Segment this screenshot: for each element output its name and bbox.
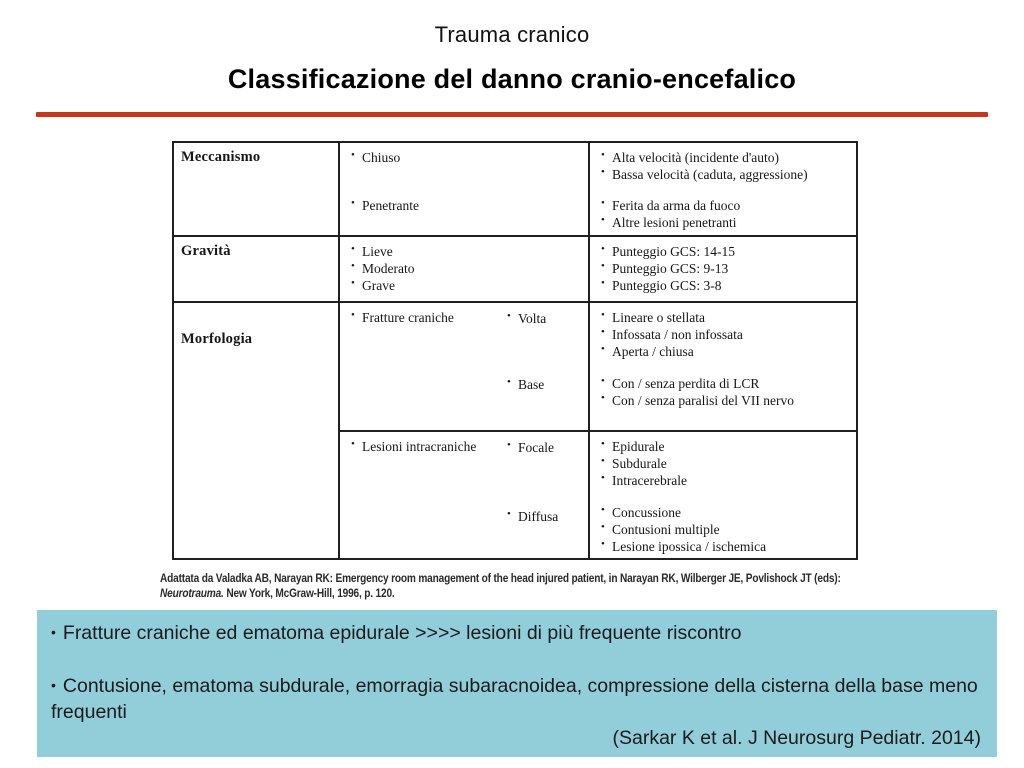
table-citation <box>160 572 899 601</box>
cell-gravita-details <box>590 237 856 303</box>
bullet-item: • Diffusa <box>506 508 558 525</box>
bullet-item: • Punteggio GCS: 9-13 <box>600 260 850 277</box>
note-bullet-1: • Fratture craniche ed ematoma epidurale >>>> lesioni di più frequente riscontro <box>51 619 981 646</box>
bullet-item: • Base <box>506 376 544 393</box>
citation-book-title: Neurotrauma. <box>160 587 224 600</box>
bullet-item: • Intracerebrale <box>600 472 850 489</box>
bullet-item: • Contusioni multiple <box>600 521 850 538</box>
bullet-item: • Lesione ipossica / ischemica <box>600 538 850 555</box>
cell-fratture-craniche <box>340 303 590 432</box>
bullet-item: • Con / senza paralisi del VII nervo <box>600 392 850 409</box>
citation-line1: Adattata da Valadka AB, Narayan RK: Emergency room management of the head injured patient, in Narayan RK, Wilberger JE, Povlishock JT (eds): <box>160 573 841 585</box>
title-divider <box>36 112 988 117</box>
row-label-meccanismo: Meccanismo <box>174 143 340 237</box>
bullet-item: • Altre lesioni penetranti <box>600 214 850 231</box>
classification-table <box>172 141 858 560</box>
bullet-item: • Epidurale <box>600 438 850 455</box>
cell-meccanismo-types <box>340 143 590 237</box>
bullet-item: • Aperta / chiusa <box>600 343 850 360</box>
bullet-item: • Chiuso <box>350 149 582 166</box>
cell-lesioni-intracraniche <box>340 432 590 558</box>
bullet-item: • Punteggio GCS: 3-8 <box>600 277 850 294</box>
bullet-item: • Alta velocità (incidente d'auto) <box>600 149 850 166</box>
bullet-item: • Subdurale <box>600 455 850 472</box>
bullet-item: • Penetrante <box>350 197 582 214</box>
bullet-item: • Infossata / non infossata <box>600 326 850 343</box>
bullet-item: • Punteggio GCS: 14-15 <box>600 243 850 260</box>
bullet-item: • Ferita da arma da fuoco <box>600 197 850 214</box>
slide-subtitle: Classificazione del danno cranio-encefalico <box>227 64 797 94</box>
page-title: Trauma cranico <box>434 22 590 47</box>
citation-rest: New York, McGraw-Hill, 1996, p. 120. <box>223 587 395 600</box>
bullet-item: • Lesioni intracraniche <box>350 438 582 455</box>
note-citation: (Sarkar K et al. J Neurosurg Pediatr. 2014) <box>612 727 981 749</box>
cell-gravita-types <box>340 237 590 303</box>
cell-lesioni-details <box>590 432 856 558</box>
bullet-item: • Grave <box>350 277 582 294</box>
bullet-item: • Focale <box>506 439 554 456</box>
bullet-item: • Volta <box>506 310 546 327</box>
notes-box <box>37 610 997 757</box>
cell-meccanismo-details <box>590 143 856 237</box>
bullet-item: • Bassa velocità (caduta, aggressione) <box>600 166 850 183</box>
row-label-morfologia: Morfologia <box>174 303 340 558</box>
bullet-item: • Moderato <box>350 260 582 277</box>
bullet-item: • Lieve <box>350 243 582 260</box>
row-label-gravita: Gravità <box>174 237 340 303</box>
cell-fratture-details <box>590 303 856 432</box>
bullet-item: • Concussione <box>600 504 850 521</box>
note-bullet-2: • Contusione, ematoma subdurale, emorragia subaracnoidea, compressione della cisterna della base meno frequenti <box>51 672 981 725</box>
bullet-item: • Fratture craniche <box>350 309 582 326</box>
bullet-item: • Lineare o stellata <box>600 309 850 326</box>
bullet-item: • Con / senza perdita di LCR <box>600 375 850 392</box>
